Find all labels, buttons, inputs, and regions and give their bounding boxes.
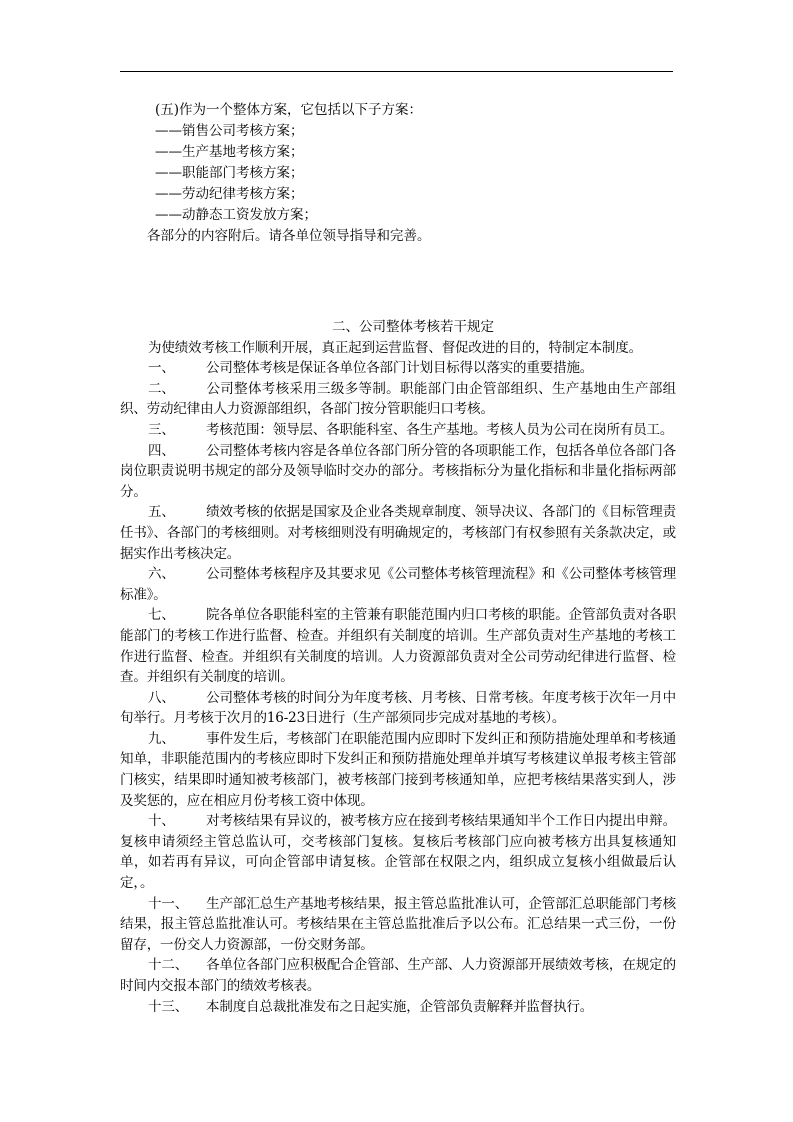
rule-item [120,688,676,729]
section-title: 二、公司整体考核若干规定 [332,319,494,335]
rule-text: 本制度自总裁批准发布之日起实施，企管部负责解释并监督执行。 [206,998,594,1015]
rule-item [120,894,676,956]
rule-text: 公司整体考核是保证各单位各部门计划目标得以落实的重要措施。 [206,360,594,377]
rule-number: 三、 [148,421,175,438]
rule-text: 对考核结果有异议的，被考核方应在接到考核结果通知半个工作日内提出申辩。复核申请须经主管总监认可，交考核部门复核。复核后考核部门应向被考核方出具复核通知单，如若再有异议，可向企管部申请复核。企管部在权限之内，组织成立复核小组做最后认定，。 [120,813,676,892]
rule-item [120,955,676,996]
rule-item [120,811,676,893]
rule-text: 考核范围：领导层、各职能科室、各生产基地。考核人员为公司在岗所有员工。 [206,421,674,438]
rule-item [120,379,676,420]
rule-text: 公司整体考核内容是各单位各部门所分管的各项职能工作，包括各单位各部门各岗位职责说明书规定的部分及领导临时交办的部分。考核指标分为量化指标和非量化指标两部分。 [120,442,676,500]
subplan-item: ——劳动纪律考核方案； [155,186,304,202]
rule-number: 七、 [148,607,175,624]
rule-number: 二、 [148,380,175,397]
subplan-item: ——职能部门考核方案； [155,165,304,181]
rule-text: 事件发生后，考核部门在职能范围内应即时下发纠正和预防措施处理单和考核通知单，非职能范围内的考核应即时下发纠正和预防措施处理单并填写考核建议单报考核主管部门核实，结果即时通知被考核部门，被考核部门接到考核通知单，应把考核结果落实到人，涉及奖惩的，应在相应月份考核工资中体现。 [120,730,676,809]
rule-item [120,358,676,379]
subplan-item: ——销售公司考核方案； [155,123,304,139]
rule-number: 六、 [148,566,175,583]
rule-number: 十一、 [148,895,189,912]
rule-number: 十、 [148,813,175,830]
rule-text: 各单位各部门应积极配合企管部、生产部、人力资源部开展绩效考核，在规定的时间内交报本部门的绩效考核表。 [120,957,676,994]
rule-item [120,441,676,503]
subplan-intro: (五)作为一个整体方案，它包括以下子方案： [155,102,423,118]
header-rule [120,71,673,72]
rule-item [120,502,676,564]
rule-item [120,729,676,811]
rule-item [120,564,676,605]
rule-text: 绩效考核的依据是国家及企业各类规章制度、领导决议、各部门的《目标管理责任书》、各部门的考核细则。对考核细则没有明确规定的，考核部门有权参照有关条款决定，或据实作出考核决定。 [120,504,676,562]
subplan-tail: 各部分的内容附后。请各单位领导指导和完善。 [147,228,431,244]
subplan-item: ——动静态工资发放方案； [155,207,317,223]
rule-number: 八、 [148,689,175,706]
rule-item [120,997,676,1018]
rule-number: 九、 [148,730,175,747]
rule-text: 公司整体考核程序及其要求见《公司整体考核管理流程》和《公司整体考核管理标准》。 [120,566,676,603]
section-intro: 为使绩效考核工作顺利开展，真正起到运营监督、督促改进的目的，特制定本制度。 [148,339,642,356]
rule-number: 五、 [148,504,175,521]
rule-item [120,420,676,441]
subplan-item: ——生产基地考核方案； [155,144,304,160]
subplan-list [147,100,655,247]
rule-number: 四、 [148,442,175,459]
rule-text: 公司整体考核的时间分为年度考核、月考核、日常考核。年度考核于次年一月中旬举行。月考核于次月的16-23日进行（生产部须同步完成对基地的考核）。 [120,689,676,727]
rule-number: 十三、 [148,998,189,1015]
rule-text: 公司整体考核采用三级多等制。职能部门由企管部组织、生产基地由生产部组织、劳动纪律由人力资源部组织，各部门按分管职能归口考核。 [120,380,676,418]
rule-number: 十二、 [148,957,189,974]
rule-text: 院各单位各职能科室的主管兼有职能范围内归口考核的职能。企管部负责对各职能部门的考核工作进行监督、检查。并组织有关制度的培训。生产部负责对生产基地的考核工作进行监督、检查。并组织有关制度的培训。人力资源部负责对全公司劳动纪律进行监督、检查。并组织有关制度的培训。 [120,607,676,686]
rule-text: 生产部汇总生产基地考核结果，报主管总监批准认可，企管部汇总职能部门考核结果，报主管总监批准认可。考核结果在主管总监批准后予以公布。汇总结果一式三份，一份留存，一份交人力资源部，一份交财务部。 [120,895,676,953]
rule-item [120,605,676,687]
regulations-section [120,317,676,1017]
rule-number: 一、 [148,360,175,377]
